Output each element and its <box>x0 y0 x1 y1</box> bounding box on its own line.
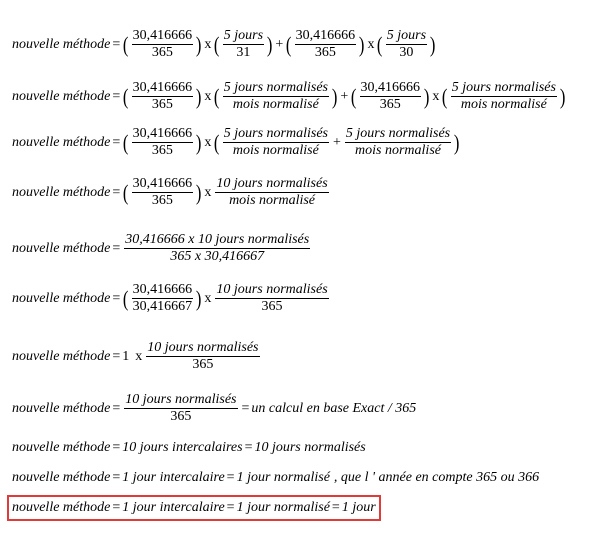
lhs-label: nouvelle méthode <box>12 88 111 104</box>
fraction: $\frac{\text{5 jours normalisés}}{\text{mois normalisé}}$ <box>345 126 451 158</box>
fraction: $\frac{\text{5 jours normalisés}}{\text{mois normalisé}}$ <box>223 126 328 158</box>
equation-line-2: nouvelle méthode = ( $\frac{30,416666}{365}$ ) x ( $\frac{\text{5 jours normalisés}}{\text{mois normalisé}}$ ) + ( $\frac{30,416666}{365}$ ) x ( $\frac{\text{5 jours normalisés}}{\text{mois normalisé}}$ ) <box>12 80 566 112</box>
lhs-label: nouvelle méthode <box>12 348 111 364</box>
equation-line-1: nouvelle méthode = ( $\frac{30,416666}{365}$ ) x ( $\frac{\text{5 jours}}{31}$ ) + ( $\frac{30,416666}{365}$ ) x ( $\frac{\text{5 jours}}{30}$ ) <box>12 28 436 60</box>
equation-line-7: nouvelle méthode = 1 x $\frac{\text{10 jours normalisés}}{365}$ <box>12 340 259 372</box>
lhs-label: nouvelle méthode <box>12 184 111 200</box>
lhs-label: nouvelle méthode <box>12 440 111 455</box>
fraction: $\frac{\text{5 jours}}{31}$ <box>223 28 264 60</box>
lhs-label: nouvelle méthode <box>12 134 111 150</box>
highlighted-equation-box: nouvelle méthode = 1 jour intercalaire = 1 jour normalisé = 1 jour <box>12 500 376 515</box>
equation-line-9: nouvelle méthode = 10 jours intercalaires = 10 jours normalisés <box>12 440 366 455</box>
equation-line-6: nouvelle méthode = ( $\frac{30,416666}{30,416667}$ ) x $\frac{\text{10 jours normalisés}}{365}$ <box>12 282 328 314</box>
equation-line-4: nouvelle méthode = ( $\frac{30,416666}{365}$ ) x $\frac{\text{10 jours normalisés}}{\text{mois normalisé}}$ <box>12 176 328 208</box>
fraction: $\frac{30,416666}{365}$ <box>360 80 421 112</box>
fraction: $\frac{30,416666}{30,416667}$ <box>132 282 193 314</box>
fraction: $\frac{\text{10 jours normalisés}}{365}$ <box>216 282 328 314</box>
fraction: $\frac{\text{30,416666 x 10 jours normalisés}}{365 x 30,416667}$ <box>125 232 310 264</box>
lhs-label: nouvelle méthode <box>12 290 111 306</box>
lhs-label: nouvelle méthode <box>12 400 111 416</box>
equation-line-5: nouvelle méthode = $\frac{\text{30,416666 x 10 jours normalisés}}{365 x 30,416667}$ <box>12 232 310 264</box>
fraction: $\frac{30,416666}{365}$ <box>132 28 193 60</box>
lhs-label: nouvelle méthode <box>12 500 111 515</box>
exact-365-text: un calcul en base Exact / 365 <box>251 400 417 416</box>
fraction: $\frac{30,416666}{365}$ <box>132 126 193 158</box>
fraction: $\frac{\text{10 jours normalisés}}{365}$ <box>125 392 237 424</box>
equation-line-3: nouvelle méthode = ( $\frac{30,416666}{365}$ ) x ( $\frac{\text{5 jours normalisés}}{\text{mois normalisé}}$ + $\frac{\text{5 jours normalisés}}{\text{mois normalisé}}$ ) <box>12 126 460 158</box>
fraction: $\frac{30,416666}{365}$ <box>295 28 356 60</box>
fraction: $\frac{\text{5 jours normalisés}}{\text{mois normalisé}}$ <box>451 80 556 112</box>
fraction: $\frac{\text{10 jours normalisés}}{365}$ <box>147 340 259 372</box>
fraction: $\frac{30,416666}{365}$ <box>132 176 193 208</box>
fraction: $\frac{\text{5 jours normalisés}}{\text{mois normalisé}}$ <box>223 80 328 112</box>
fraction: $\frac{30,416666}{365}$ <box>132 80 193 112</box>
fraction: $\frac{\text{5 jours}}{30}$ <box>386 28 427 60</box>
equation-line-8: nouvelle méthode = $\frac{\text{10 jours normalisés}}{365}$ = un calcul en base Exact / 365 <box>12 392 417 424</box>
equation-line-10: nouvelle méthode = 1 jour intercalaire = 1 jour normalisé , que l ' année en compte 365 ou 366 <box>12 470 540 485</box>
lhs-label: nouvelle méthode <box>12 240 111 256</box>
fraction: $\frac{\text{10 jours normalisés}}{\text{mois normalisé}}$ <box>216 176 328 208</box>
lhs-label: nouvelle méthode <box>12 36 111 52</box>
lhs-label: nouvelle méthode <box>12 470 111 485</box>
